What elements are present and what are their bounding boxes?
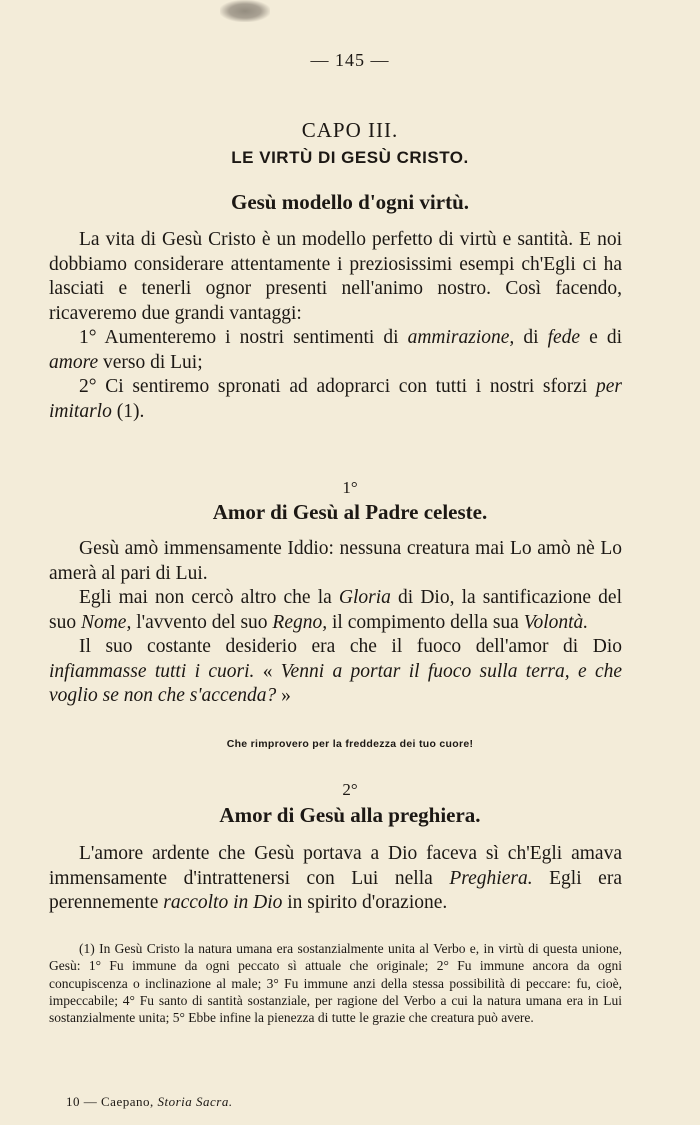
section-1-body (49, 537, 622, 709)
intro-heading: Gesù modello d'ogni virtù. (230, 190, 470, 214)
intro-body (49, 228, 622, 424)
page-number: — 145 — (310, 50, 390, 70)
chapter-label: CAPO III. (301, 118, 399, 142)
chapter-title: LE VIRTÙ DI GESÙ CRISTO. (231, 148, 469, 167)
footnote-text: (1) In Gesù Cristo la natura umana era sostanzialmente unita al Verbo e, in virtù di questa unione, Gesù: 1° Fu immune da ogni peccato sì attuale che originale; 2° Fu immune ancora da ogni concupiscenza o inclinazione al male; 3° Fu immune anzi della stessa possibilità di peccare: fu, cioè, impeccabile; 4° Fu santo di santità sostanziale, per ragione del Verbo a cui la natura umana era in Lui sostanzialmente unita; 5° Ebbe infine la pienezza di tutte le grazie che creatura può avere. (49, 941, 622, 1026)
section-1-paragraph-1: Gesù amò immensamente Iddio: nessuna creatura mai Lo amò nè Lo amerà al pari di Lui. (49, 538, 622, 584)
section-1-number: 1° (342, 478, 358, 497)
section-2-body (49, 842, 622, 916)
section-1-paragraph-2: Egli mai non cercò altro che la Gloria di Dio, la santificazione del suo Nome, l'avvento del suo Regno, il compimento della sua Volontà. (49, 587, 622, 633)
section-2-paragraph-1: L'amore ardente che Gesù portava a Dio faceva sì ch'Egli amava immensamente d'intrattenersi con Lui nella Preghiera. Egli era perennemente raccolto in Dio in spirito d'orazione. (49, 843, 622, 913)
intro-paragraph: La vita di Gesù Cristo è un modello perfetto di virtù e santità. E noi dobbiamo considerare attentamente i preziosissimi esempi ch'Egli ci ha lasciati e tenerli ognor presenti nell'animo nostro. Così facendo, ricaveremo due grandi vantaggi: (49, 229, 622, 324)
section-1-heading: Amor di Gesù al Padre celeste. (212, 500, 488, 524)
section-1-note: Che rimprovero per la freddezza dei tuo cuore! (226, 738, 474, 750)
intro-item-1: 1° Aumenteremo i nostri sentimenti di ammirazione, di fede e di amore verso di Lui; (49, 327, 622, 373)
section-2-heading: Amor di Gesù alla preghiera. (219, 803, 481, 827)
section-1-paragraph-3: Il suo costante desiderio era che il fuoco dell'amor di Dio infiammasse tutti i cuori. « Venni a portar il fuoco sulla terra, e che voglio se non che s'accenda? » (49, 636, 623, 706)
signature-line: 10 — Caepano, Storia Sacra. (66, 1094, 233, 1109)
page-stain (220, 0, 270, 22)
intro-item-2: 2° Ci sentiremo spronati ad adoprarci con tutti i nostri sforzi per imitarlo (1). (49, 376, 622, 422)
footnote (49, 940, 622, 1026)
section-2-number: 2° (342, 780, 358, 799)
